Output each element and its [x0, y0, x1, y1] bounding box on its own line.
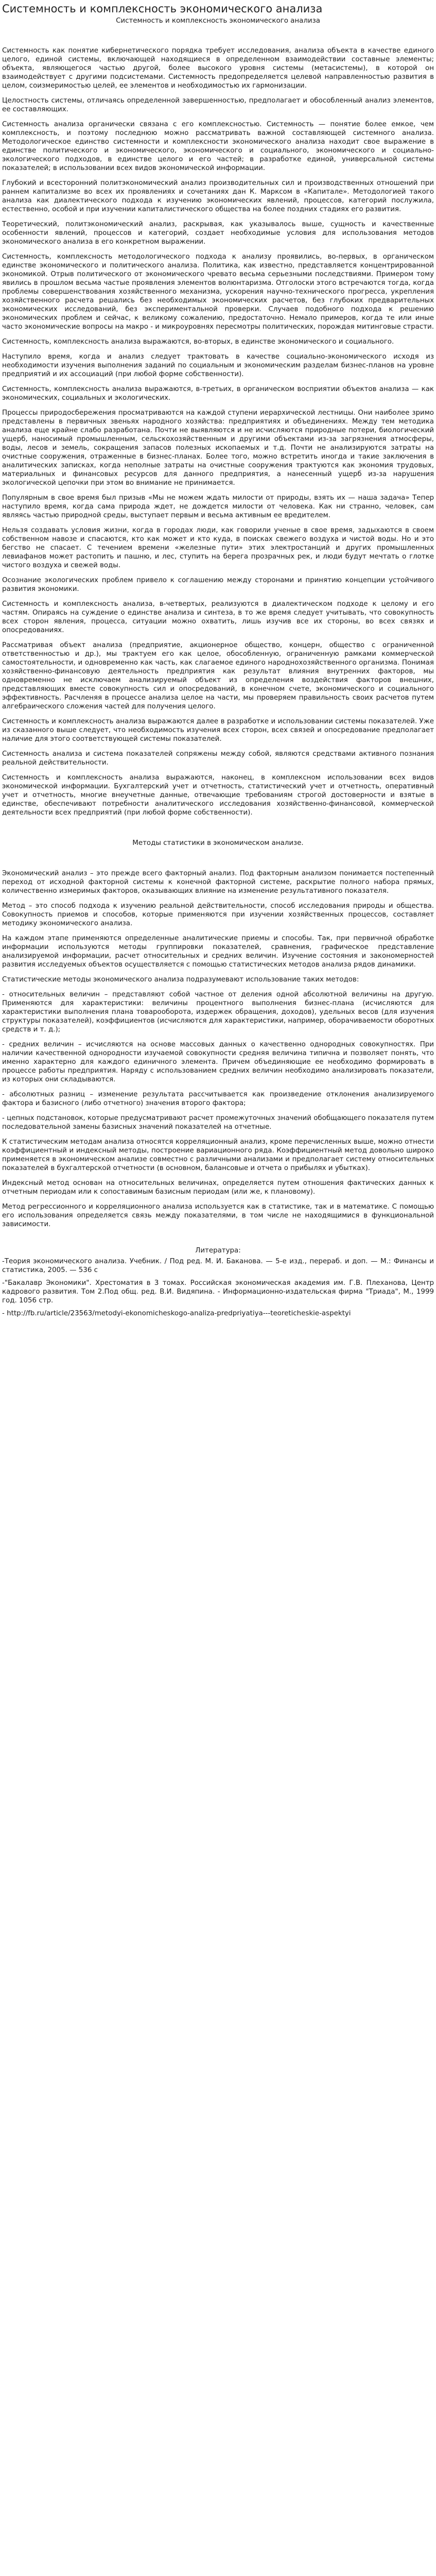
paragraph: Экономический анализ – это прежде всего факторный анализ. Под факторным анализом понимается постепенный переход от исходной факторной системы к конечной факторной системе, раскрытие полного набора прямых, количественно измеримых факторов, оказывающих влияние на изменение результативного показателя. [2, 870, 434, 895]
paragraph: - абсолютных разниц – изменение результата рассчитывается как произведение отклонения анализируемого фактора и базисного (либо отчетного) значения второго фактора; [2, 1091, 434, 1107]
paragraph: Системность, комплексность анализа выражаются, во-вторых, в единстве экономического и социального. [2, 338, 394, 346]
page-title: Системность и комплексность экономического анализа [2, 3, 323, 15]
paragraph: Статистические методы экономического анализа подразумевают использование таких методов: [2, 976, 359, 984]
paragraph: Метод регрессионного и корреляционного анализа используется как в статистике, так и в математике. С помощью его использования определяется связь между показателями, в том числе не находящимися в функциональной зависимости. [2, 1203, 434, 1228]
literature-list [2, 1257, 434, 1305]
paragraph: Системность и комплексность анализа выражаются, наконец, в комплексном использовании всех видов экономической информации. Бухгалтерский учет и отчетность, статистический учет и отчетность, оперативный учет и отчетность, многие внеучетные данные, отвечающие требованиям строгой достоверности и взятые в единстве, обеспечивают потребности аналитического исследования хозяйственно-финансовой, коммерческой деятельности всех предприятий (при любой форме собственности). [2, 774, 434, 817]
paragraph: Рассматривая объект анализа (предприятие, акционерное общество, концерн, общество с ограниченной ответственностью и др.), мы трактуем его как целое, обособленную, ограниченную рамками коммерческой самостоятельности, и одновременно как часть, как слагаемое единого народнохозяйственного организма. Понимая хозяйственно-финансовую деятельность предприятия как результат влияния внутренних факторов, мы одновременно не исключаем анализируемый объект из определения воздействия факторов внешних, представляющих вместе совокупность сил и опосредований, в конечном счете, экономического и социального эффективность. Расчленяя в процессе анализа целое на части, мы проверяем правильность своих расчетов путем алгебраического сложения частей для получения целого. [2, 641, 434, 710]
literature-item: -Теория экономического анализа. Учебник. / Под ред. М. И. Баканова. — 5-е изд., перераб. и доп. — М.: Финансы и статистика, 2005. — 536 с [2, 1258, 434, 1274]
article-body-part2 [2, 869, 434, 1229]
paragraph: Теоретический, политэкономический анализ, раскрывая, как указывалось выше, сущность и качественные особенности явлений, процессов и категорий, создает необходимые условия для использования методов экономического анализа в его конкретном выражении. [2, 221, 434, 246]
literature-link-item [2, 1309, 434, 1318]
paragraph: Системность, комплексность анализа выражаются, в-третьих, в органическом восприятии объектов анализа — как экономических, социальных и экологических. [2, 385, 434, 402]
paragraph: Системность анализа органически связана с его комплексностью. Системность — понятие более емкое, чем комплексность, и поэтому последнюю можно рассматривать важной составляющей системного анализа. Методологическое единство системности и комплексности экономического анализа находит свое выражение в единстве политического и экономического, экономического и социального, экономического и социально-экологического подходов, в единстве целого и его частей; в разработке единой, универсальной системы показателей; в использовании всех видов экономической информации. [2, 121, 434, 172]
paragraph: Индексный метод основан на относительных величинах, определяется путем отношения фактических данных к отчетным периодам или к сопоставимым базисным периодам (или же, к плановому). [2, 1179, 434, 1196]
literature-heading: Литература: [195, 1247, 241, 1255]
paragraph: Наступило время, когда и анализ следует трактовать в качестве социально-экономического исходя из необходимости изучения выполнения заданий по социальным и экономическим разделам бизнес-планов на уровне предприятий и их ассоциаций (при любой форме собственности). [2, 353, 434, 378]
paragraph: Системность и комплексность анализа, в-четвертых, реализуются в диалектическом подходе к целому и его частям. Опираясь на суждение о единстве анализа и синтеза, в то же время следует учитывать, что совокупность всех сторон явления, процесса, ситуации можно охватить, лишь изучив все их стороны, во всех связях и опосредованиях. [2, 600, 434, 634]
paragraph: Нельзя создавать условия жизни, когда в городах люди, как говорили ученые в свое время, задыхаются в своем собственном навозе и спасаются, кто как может и кто куда, в поисках свежего воздуха и чистой воды. Но и это бегство не спасает. С течением времени «железные пути» этих электростанций и других промышленных левиафанов может растопить и пашню, и лес, ступить на берега прозрачных рек, и люди будут мечтать о глотке чистого воздуха и свежей воды. [2, 527, 434, 569]
paragraph: Целостность системы, отличаясь определенной завершенностью, предполагает и обособленный анализ элементов, ее составляющих. [2, 97, 434, 113]
paragraph: Популярным в свое время был призыв «Мы не можем ждать милости от природы, взять их — наша задача» Тепер наступило время, когда сама природа ждет, не дождется милости от человека. Как ни странно, человек, сам являясь частью природной среды, выступает первым и весьма активным ее вредителем. [2, 494, 434, 519]
paragraph: Системность, комплексность методологического подхода к анализу проявились, во-первых, в органическом единстве экономического и политического анализа. Политика, как известно, представляется концентрированной экономикой. Отрыв политического от экономического чревато весьма серьезными последствиями. Примером тому явились в прошлом весьма частые проявления элементов волюнтаризма. Отголоски этого встречаются тогда, когда проблемы совершенствования хозяйственного механизма, ускорения научно-технического прогресса, укрепления хозяйственного расчета решались без необходимых экономических расчетов, без глубоких предварительных экономических исследований, без экспериментальной проверки. Случаев подобного подхода к решению экономических проблем и сейчас, к великому сожалению, предостаточно. Немало примеров, когда те или иные часто экономические вопросы на макро - и микроуровнях пересмотры политических, порождая митинговые страсти. [2, 253, 434, 331]
paragraph: - цепных подстановок, которые предусматривают расчет промежуточных значений обобщающего показателя путем последовательной замены базисных значений показателей на отчетные. [2, 1114, 434, 1131]
page-subtitle: Системность и комплексность экономического анализа [116, 17, 320, 25]
paragraph: - относительных величин – представляют собой частное от деления одной абсолютной величины на другую. Применяются для характеристики: величины процентного выполнения бизнес-плана (исчисляются для характеристики выполнения плана товарооборота, издержек обращения, доходов), удельных весов (для изучения структуры показателей), коэффициентов (исчисляются для характеристики, например, оборачиваемости оборотных средств и т. д.); [2, 991, 434, 1033]
paragraph: На каждом этапе применяются определенные аналитические приемы и способы. Так, при первичной обработке информации используются методы группировки показателей, сравнения, графическое представление анализируемой информации, расчет относительных и средних величин. Изучение состояния и закономерностей развития исследуемых объектов осуществляется с помощью статистических методов анализа рядов динамики. [2, 935, 434, 969]
paragraph: К статистическим методам анализа относятся корреляционный анализ, кроме перечисленных выше, можно отнести коэффициентный и индексный методы, построение вариационного ряда. Коэффициентный метод довольно широко применяется в экономическом анализе совместно с различными анализами и предполагает систему относительных показателей в бухгалтерской отчетности (в основном, балансовые и отчета о прибылях и убытках). [2, 1138, 434, 1172]
paragraph: Процессы природосбережения просматриваются на каждой ступени иерархической лестницы. Они наиболее зримо представлены в первичных звеньях народного хозяйства: предприятиях и объединениях. Между тем методика анализа еще крайне слабо разработана. Почти не выявляются и не исчисляются природные потери, биологический ущерб, наносимый промышленным, сельскохозяйственным и другими объектами из-за загрязнения атмосферы, воды, лесов и земель, сокращения запасов полезных ископаемых и т.д. Почти не анализируются затраты на очистные сооружения, отраженные в бизнес-планах. Более того, можно встретить иногда и такие заключения в аналитических записках, когда неполные затраты на очистные сооружения трактуются как экономия трудовых, материальных и финансовых ресурсов для данного предприятия, а нанесенный ущерб из-за нарушения экологической цепочки при этом во внимание не принимается. [2, 409, 434, 487]
paragraph: Глубокий и всесторонний политэкономический анализ производительных сил и производственных отношений при раннем капитализме во всех их проявлениях и сочетаниях дан К. Марксом в «Капитале». Методологией такого анализа как диалектического подхода к изучению экономических явлений, процессов, категорий послужила, естественно, особой и при изучении капиталистического общества на более поздних стадиях его развития. [2, 179, 434, 213]
paragraph: Системность как понятие кибернетического порядка требует исследования, анализа объекта в качестве единого целого, единой системы, включающей находящиеся в определенном взаимодействии составные элементы; объекта, являющегося частью другой, более высокого уровня системы (метасистемы), в которой он взаимодействует с другими подсистемами. Системность предопределяется целевой направленностью развития в целом, соизмеримостью целей, ее элементов и необходимостью их гармонизации. [2, 47, 434, 90]
paragraph: Системность и комплексность анализа выражаются далее в разработке и использовании системы показателей. Уже из сказанного выше следует, что необходимость изучения всех сторон, всех связей и опосредование предполагает наличие для этого соответствующей системы показателей. [2, 718, 434, 743]
paragraph: Метод – это способ подхода к изучению реальной действительности, способ исследования природы и общества. Совокупность приемов и способов, которые применяются при изучении хозяйственных процессов, составляет методику экономического анализа. [2, 902, 434, 927]
paragraph: Системность анализа и система показателей сопряжены между собой, являются средствами активного познания реальной действительности. [2, 750, 434, 767]
article-body-part1 [2, 46, 434, 817]
literature-link[interactable]: http://fb.ru/article/23563/metodyi-ekonomicheskogo-analiza-predpriyatiya---teoreticheskie-aspektyi [7, 1310, 351, 1317]
literature-link-prefix: - [2, 1310, 5, 1317]
literature-item: -"Бакалавр Экономики". Хрестоматия в 3 томах. Российская экономическая академия им. Г.В. Плеханова, Центр кадрового развития. Том 2.Под общ. ред. В.И. Видяпина. - Информационно-издательская фирма "Триада", М., 1999 год. 1056 стр. [2, 1279, 434, 1304]
paragraph: - средних величин – исчисляются на основе массовых данных о качественно однородных совокупностях. При наличии качественной однородности изучаемой совокупности средняя величина типична и позволяет понять, что именно характерно для каждого единичного элемента. Причем объединяющие ее необходимо формировать в процессе работы предприятия. Наряду с использованием средних величин необходимо анализировать показатели, из которых они складываются. [2, 1041, 434, 1083]
section-heading: Методы статистики в экономическом анализе. [132, 839, 304, 847]
paragraph: Осознание экологических проблем привело к соглашению между сторонами и принятию концепции устойчивого развития экономики. [2, 577, 434, 593]
